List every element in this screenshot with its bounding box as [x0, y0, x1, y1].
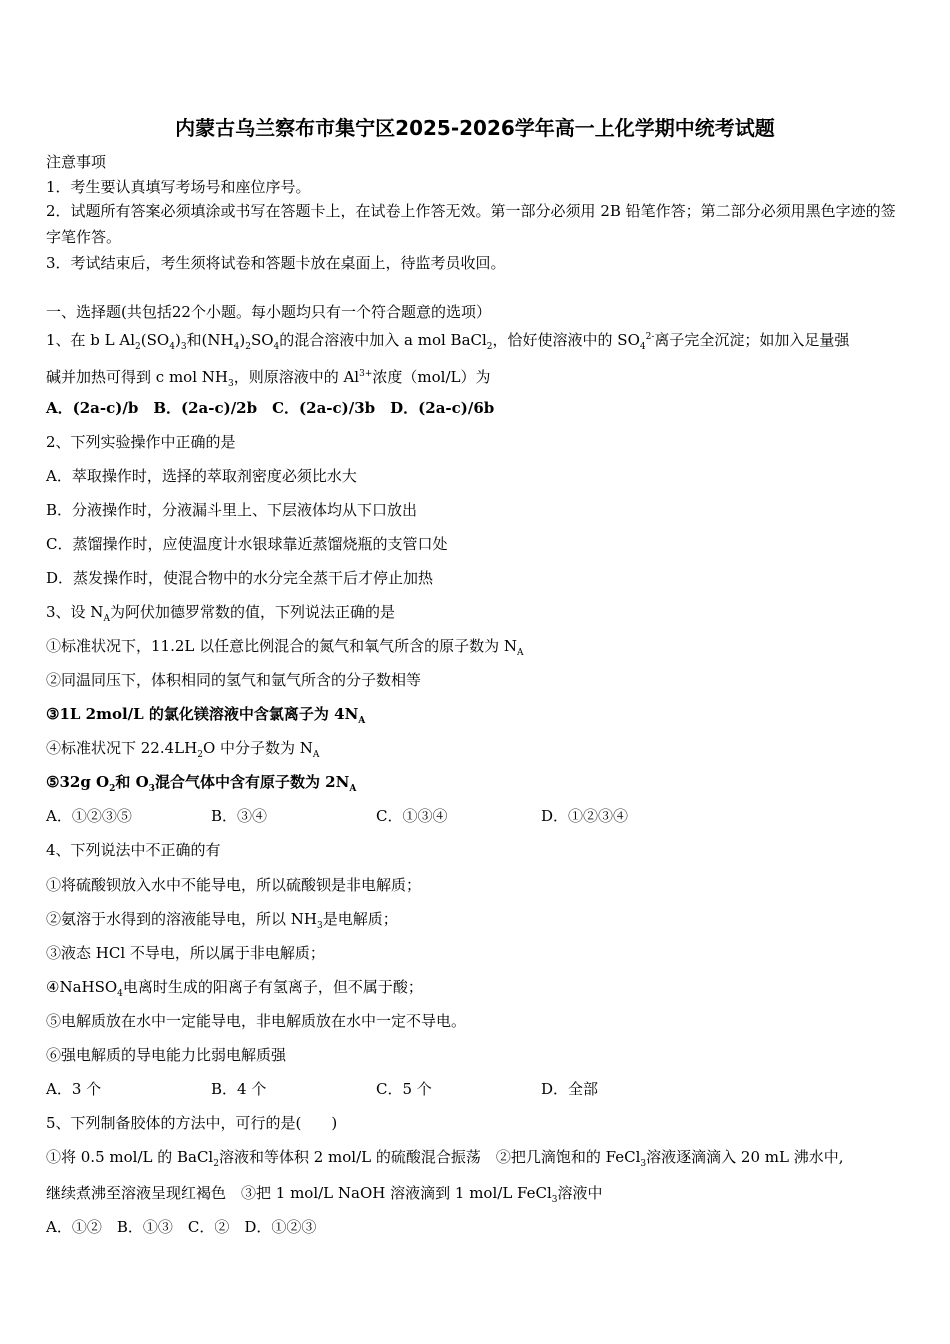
notice-item-2: 2．试题所有答案必须填涂或书写在答题卡上，在试卷上作答无效。第一部分必须用 2B 铅笔作答；第二部分必须用黑色字迹的签字笔作答。 [46, 202, 896, 246]
q5-options: A．①② B．①③ C．② D．①②③ [46, 1218, 317, 1236]
q1-options: A．(2a-c)/b B．(2a-c)/2b C．(2a-c)/3b D．(2a-c)/6b [46, 399, 495, 417]
q1-stem-line2: 碱并加热可得到 c mol $NH_3$，则原溶液中的 $Al^{3+}$浓度（mol/L）为 [46, 368, 491, 389]
q2-option-a: A．萃取操作时，选择的萃取剂密度必须比水大 [46, 467, 357, 485]
q4-statement-6: ⑥强电解质的导电能力比弱电解质强 [46, 1046, 287, 1064]
q3-option-a: A．①②③⑤ [46, 807, 132, 825]
q3-options [46, 806, 628, 826]
q4-statement-5: ⑤电解质放在水中一定能导电，非电解质放在水中一定不导电。 [46, 1012, 467, 1030]
notice-item-3: 3．考试结束后，考生须将试卷和答题卡放在桌面上，待监考员收回。 [46, 254, 506, 272]
q3-statement-4: ④标准状况下 $22.4LH_2O$ 中分子数为 $N_A$ [46, 739, 320, 760]
q3-option-b: B．③④ [211, 807, 268, 825]
q3-statement-3: ③1L 2mol/L 的氯化镁溶液中含氯离子为 $4N_A$ [46, 705, 366, 726]
q2-option-d: D．蒸发操作时，使混合物中的水分完全蒸干后才停止加热 [46, 569, 434, 587]
q3-statement-1: ①标准状况下，11.2L 以任意比例混合的氮气和氧气所含的原子数为 $N_A$ [46, 637, 524, 658]
q5-stem: 5、下列制备胶体的方法中，可行的是( ) [46, 1114, 338, 1132]
q5-line-2: 继续煮沸至溶液呈现红褐色 ③把 1 mol/L NaOH 溶液滴到 1 mol/L FeCl$_3$溶液中 [46, 1184, 603, 1205]
q4-stem: 4、下列说法中不正确的有 [46, 841, 221, 859]
q3-statement-5: ⑤32g $O_2$和 $O_3$混合气体中含有原子数为 $2N_A$ [46, 773, 357, 794]
q3-option-c: C．①③④ [376, 807, 448, 825]
q3-statement-2: ②同温同压下，体积相同的氢气和氩气所含的分子数相等 [46, 671, 422, 689]
q4-statement-3: ③液态 HCl 不导电，所以属于非电解质； [46, 944, 325, 962]
q4-options [46, 1079, 598, 1099]
q4-statement-1: ①将硫酸钡放入水中不能导电，所以硫酸钡是非电解质； [46, 876, 422, 894]
q4-statement-4: ④NaHSO$_4$电离时生成的阳离子有氢离子，但不属于酸； [46, 978, 423, 999]
q4-option-b: B．4 个 [211, 1080, 267, 1098]
section-heading: 一、选择题(共包括22个小题。每小题均只有一个符合题意的选项） [46, 303, 491, 321]
q4-option-c: C．5 个 [376, 1080, 432, 1098]
q3-stem: 3、设 $N_A$为阿伏加德罗常数的值，下列说法正确的是 [46, 603, 395, 624]
page-title: 内蒙古乌兰察布市集宁区2025-2026学年高一上化学期中统考试题 [175, 116, 775, 140]
q2-option-c: C．蒸馏操作时，应使温度计水银球靠近蒸馏烧瓶的支管口处 [46, 535, 448, 553]
q2-option-b: B．分液操作时，分液漏斗里上、下层液体均从下口放出 [46, 501, 418, 519]
q5-line-1: ①将 0.5 mol/L 的 BaCl$_2$溶液和等体积 2 mol/L 的硫酸混合振荡 ②把几滴饱和的 FeCl$_3$溶液逐滴滴入 20 mL 沸水中, [46, 1148, 844, 1169]
q4-statement-2: ②氨溶于水得到的溶液能导电，所以 $NH_3$是电解质； [46, 910, 398, 931]
notice-item-1: 1．考生要认真填写考场号和座位序号。 [46, 178, 311, 196]
q4-option-d: D．全部 [541, 1080, 599, 1098]
q4-option-a: A．3 个 [46, 1080, 102, 1098]
notice-heading: 注意事项 [46, 153, 107, 171]
q3-option-d: D．①②③④ [541, 807, 629, 825]
q2-stem: 2、下列实验操作中正确的是 [46, 433, 236, 451]
q1-stem: 1、在 b L $Al_2(SO_4)_3$和$(NH_4)_2SO_4$的混合溶液中加入 a mol BaCl$_2$，恰好使溶液中的 $SO_4^{2-}$离子完全沉淀；如加入足量强 [46, 331, 850, 352]
